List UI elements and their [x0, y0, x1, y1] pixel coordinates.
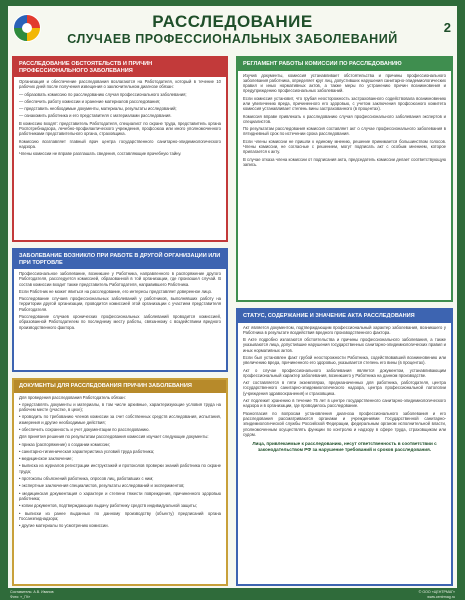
- poster-body: [8, 6, 457, 588]
- paragraph: • экспертные заключения специалистов, результаты исследований и экспериментов;: [19, 483, 185, 489]
- panel-text: [238, 323, 451, 455]
- panel-documents: [12, 378, 228, 586]
- paragraph: • проводить по требованию членов комиссии за счет собственных средств исследования, испытания, измерения и другие необходимые действия;: [19, 414, 221, 425]
- panel-act-status: [236, 308, 453, 586]
- paragraph: Если был установлен факт грубой неосторожности Работника, содействовавшей возникновению или увеличению вреда, причиненного его здоровью, указывается степень его вины (в процентах).: [243, 354, 446, 366]
- paragraph: Если комиссия установит, что грубая неосторожность застрахованного содействовала возникновению или увеличению вреда, причиненного его здоровью, с учетом заключения профсоюзного комитета комиссия устанавливает степень вины застрахованного (в процентах).: [243, 95, 446, 112]
- paragraph: Комиссию возглавляет главный врач центра государственного санитарно-эпидемиологического надзора.: [19, 138, 221, 149]
- paragraph: — ознакомить работника и его представителя с материалами расследования.: [19, 113, 172, 119]
- paragraph: В Акте подробно излагаются обстоятельства и причины профессионального заболевания, а также указываются лица, допустившие нарушения государственных санитарно-эпидемиологических правил и иных нормативных актов.: [243, 337, 446, 353]
- paragraph: Разногласия по вопросам установления диагноза профессионального заболевания и его расследования рассматриваются органами и учреждениями Государственной санитарно-эпидемиологической службы Российской Федерации, федеральным органом исполнительной власти, уполномоченным осуществлять функции по контролю и надзору в сфере труда, страховщиком или судом.: [243, 410, 446, 437]
- paragraph: Комиссия вправе привлекать к расследованию случая профессионального заболевания экспертов и специалистов.: [243, 113, 446, 124]
- footer-credits: Составитель: А.В. Иванов Фото: «_ГК»: [10, 590, 54, 599]
- panel-investigation-causes: [12, 56, 228, 242]
- footer: [8, 588, 457, 600]
- panel-title: РАССЛЕДОВАНИЕ ОБСТОЯТЕЛЬСТВ И ПРИЧИН ПРОФЕССИОНАЛЬНОГО ЗАБОЛЕВАНИЯ: [14, 58, 226, 77]
- paragraph: • медицинская документация о характере и степени тяжести повреждения, причиненного здоровью работника;: [19, 490, 221, 501]
- paragraph: По результатам расследования комиссия составляет акт о случае профессионального заболевания в пятидневный срок по истечении срока расследования.: [243, 126, 446, 137]
- paragraph: • другие материалы по усмотрению комиссии.: [19, 523, 109, 529]
- panel-text: [14, 393, 226, 533]
- panel-title: ЗАБОЛЕВАНИЕ ВОЗНИКЛО ПРИ РАБОТЕ В ДРУГОЙ ОРГАНИЗАЦИИ ИЛИ ПРИ ТОРГОВЛЕ: [14, 250, 226, 269]
- paragraph: В случае отказа члена комиссии от подписания акта, председатель комиссии делает соответствующую запись.: [243, 156, 446, 167]
- paragraph: Для проведения расследования Работодатель обязан:: [19, 394, 126, 400]
- paragraph: • выписка из журналов регистрации инструктажей и протоколов проверки знаний работника по охране труда;: [19, 463, 221, 474]
- header: [8, 6, 457, 52]
- paragraph: В комиссию входят: представитель Работодателя, специалист по охране труда, представитель органа Роспотребнадзора, лечебно-профилактического учреждения, профсоюза или иного уполномоченного работниками представительного органа, страховщика.: [19, 120, 221, 137]
- paragraph: Если члены комиссии не пришли к единому мнению, решение принимается большинством голосов. Члены комиссии, не согласные с решением, могут подписать акт с особым мнением, которое прилагается к акту.: [243, 138, 446, 155]
- paragraph: • обеспечить сохранность и учет документации по расследованию.: [19, 426, 150, 432]
- paragraph: Акт составляется в пяти экземплярах, предназначенных для работника, работодателя, центра государственного санитарно-эпидемиологического надзора, центра профессиональной патологии (учреждения здравоохранения) и страховщика.: [243, 380, 446, 396]
- responsibility-note: Лица, привлекаемые к расследованию, несут ответственность в соответствии с законодательством РФ за нарушение требований и сроков расследования.: [252, 441, 437, 452]
- paragraph: Организация и обеспечение расследования возлагаются на Работодателя, который в течение 10 рабочих дней после получения извещения о заключительном диагнозе обязан:: [19, 79, 221, 90]
- panel-commission-regulations: [236, 56, 453, 302]
- paragraph: • протоколы объяснений работника, опросов лиц, работавших с ним;: [19, 476, 154, 482]
- paragraph: — обеспечить работу комиссии и хранение материалов расследования;: [19, 98, 161, 104]
- paragraph: Расследование случаев профессиональных заболеваний у работников, выполнявших работу на территории другой организации, проводится комиссией этой организации с участием представителя Работодателя.: [19, 296, 221, 312]
- page-title: РАССЛЕДОВАНИЕ: [152, 12, 313, 31]
- panel-title: ДОКУМЕНТЫ ДЛЯ РАССЛЕДОВАНИЯ ПРИЧИН ЗАБОЛЕВАНИЯ: [14, 380, 226, 393]
- page-number: 2: [443, 20, 451, 35]
- panel-title: РЕГЛАМЕНТ РАБОТЫ КОМИССИИ ПО РАССЛЕДОВАНИЮ: [238, 58, 451, 71]
- paragraph: Если Работник не может явиться на расследование, его интересы представляет доверенное лицо.: [19, 288, 213, 294]
- paragraph: • выписки из ранее выданных по данному производству (объекту) предписаний органа Госсанэпиднадзора;: [19, 510, 221, 521]
- paragraph: Изучив документы, комиссия устанавливает обстоятельства и причины профессионального заболевания работника, определяет круг лиц, допустивших нарушения санитарно-эпидемиологических правил и иных нормативных актов, а также меры по устранению причин возникновения и предупреждению профессиональных заболеваний.: [243, 72, 446, 94]
- panel-other-organization: [12, 248, 228, 372]
- footer-publisher: © ООО «ЦЕНТРМАГ» www.centrmag.ru: [418, 590, 455, 599]
- panel-text: [14, 269, 226, 334]
- panel-title: СТАТУС, СОДЕРЖАНИЕ И ЗНАЧЕНИЕ АКТА РАССЛЕДОВАНИЯ: [238, 310, 451, 323]
- panel-text: [14, 77, 226, 161]
- paragraph: Акт является документом, подтверждающим профессиональный характер заболевания, возникшего у Работника в результате воздействия вредного производственного фактора.: [243, 324, 446, 335]
- paragraph: Члены комиссии не вправе разглашать сведения, составляющие врачебную тайну.: [19, 151, 182, 157]
- page-subtitle: СЛУЧАЕВ ПРОФЕССИОНАЛЬНЫХ ЗАБОЛЕВАНИЙ: [67, 32, 398, 46]
- panel-text: [238, 71, 451, 172]
- paragraph: • приказ (распоряжение) о создании комиссии;: [19, 441, 110, 447]
- paragraph: — представить необходимые документы, материалы, результаты исследований;: [19, 106, 177, 112]
- paragraph: Для принятия решения по результатам расследования комиссия изучает следующие документы:: [19, 434, 209, 440]
- paragraph: Акт о случае профессионального заболевания является документом, устанавливающим профессиональный характер заболевания, возникшего у Работника на данном производстве.: [243, 367, 446, 378]
- paragraph: • санитарно-гигиеническая характеристика условий труда работника;: [19, 448, 155, 454]
- paragraph: Расследование случаев хронических профессиональных заболеваний проводится комиссией, образованной Работодателем по последнему месту работы, связанному с воздействием вредного производственного фактора.: [19, 314, 221, 330]
- paragraph: • медицинское заключение;: [19, 456, 73, 462]
- paragraph: • копии документов, подтверждающих выдачу работнику средств индивидуальной защиты;: [19, 503, 197, 509]
- paragraph: Профессиональное заболевание, возникшее у Работника, направленного в распоряжение другого Работодателя, расследуется комиссией, образованной в той организации, где произошел случай. В состав комиссии входит также представитель Работодателя, направившего Работника.: [19, 271, 221, 287]
- paragraph: — образовать комиссию по расследованию случая профессионального заболевания;: [19, 91, 187, 97]
- paragraph: • представлять документы и материалы, в том числе архивные, характеризующие условия труда на рабочем месте (участке, в цехе);: [19, 401, 221, 413]
- paragraph: Акт подлежит хранению в течение 75 лет в центре государственного санитарно-эпидемиологического надзора и в организации, где проводилось расследование.: [243, 398, 446, 409]
